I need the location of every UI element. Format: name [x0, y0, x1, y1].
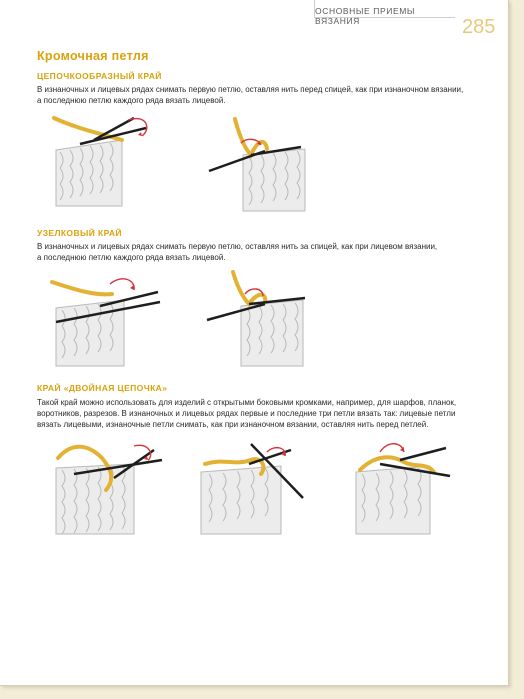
subsection-title-knotted-edge: УЗЕЛКОВЫЙ КРАЙ [37, 228, 122, 238]
illustration-double-chain-3 [350, 438, 465, 538]
text-line: вязать лицевыми, изнаночные петли снимать, как при изнаночном вязании, оставляя нить перед петлей. [37, 420, 429, 429]
text-line: В изнаночных и лицевых рядах снимать первую петлю, оставляя нить перед спицей, как при изнаночном вязании, [37, 85, 464, 94]
subsection-title-double-chain: КРАЙ «ДВОЙНАЯ ЦЕПОЧКА» [37, 383, 168, 393]
paragraph-chain-edge [37, 84, 477, 106]
illustration-knotted-edge-1 [50, 270, 165, 370]
paragraph-knotted-edge [37, 241, 477, 263]
running-title: ОСНОВНЫЕ ПРИЕМЫ ВЯЗАНИЯ [315, 6, 416, 26]
paragraph-double-chain [37, 397, 477, 430]
page-number: 285 [462, 16, 496, 38]
running-head [314, 0, 455, 26]
section-title: Кромочная петля [37, 49, 149, 63]
text-line: а последнюю петлю каждого ряда вязать лицевой. [37, 96, 226, 105]
illustration-chain-edge-2 [205, 115, 315, 215]
illustration-knotted-edge-2 [205, 270, 315, 370]
illustration-double-chain-2 [195, 438, 310, 538]
text-line: В изнаночных и лицевых рядах снимать первую петлю, оставляя нить за спицей, как при лицевом вязании, [37, 242, 438, 251]
text-line: воротников, разрезов. В изнаночных и лицевых рядах первые и последние три петли вязать так: лицевые петли [37, 409, 456, 418]
subsection-title-chain-edge: ЦЕПОЧКООБРАЗНЫЙ КРАЙ [37, 71, 162, 81]
illustration-chain-edge-1 [50, 110, 160, 210]
text-line: Такой край можно использовать для изделий с открытыми боковыми кромками, например, для шарфов, планок, [37, 398, 457, 407]
knit-fabric [56, 140, 122, 206]
text-line: а последнюю петлю каждого ряда вязать лицевой. [37, 253, 226, 262]
illustration-double-chain-1 [50, 438, 165, 538]
